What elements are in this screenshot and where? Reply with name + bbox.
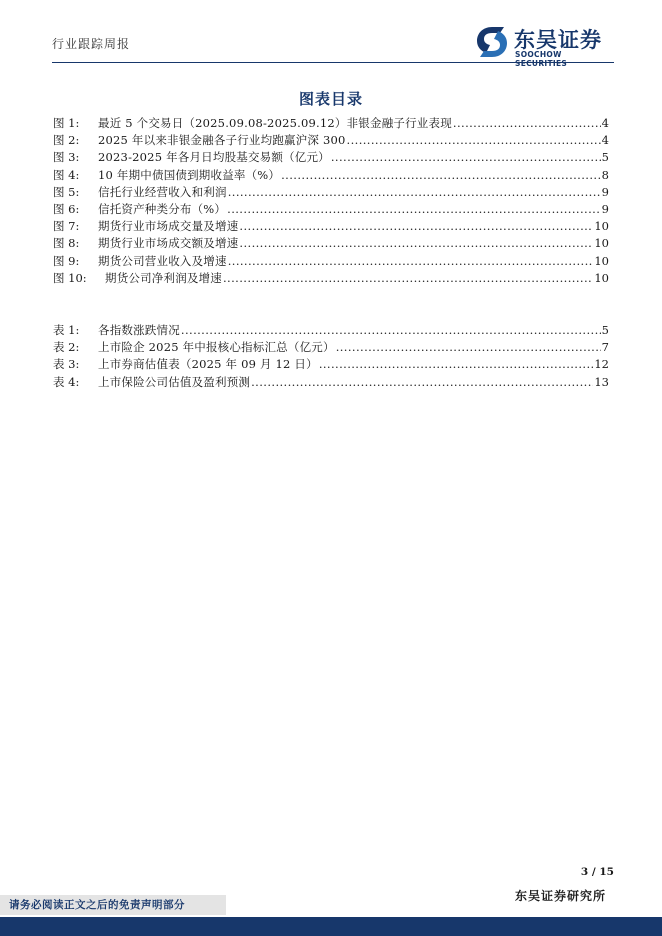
toc-entry-title: 上市险企 2025 年中报核心指标汇总（亿元） [98,340,335,355]
toc-entry-number: 图 1: [53,116,80,130]
figure-toc-list [53,115,609,287]
toc-entry-title: 上市保险公司估值及盈利预测 [98,374,251,389]
toc-entry[interactable] [53,356,609,373]
brand-logo [474,24,614,68]
table-toc-list [53,322,609,391]
toc-entry[interactable] [53,115,609,132]
toc-entry-title: 最近 5 个交易日（2025.09.08-2025.09.12）非银金融子行业表现 [98,116,452,130]
toc-entry-page: 10 [594,236,609,251]
toc-entry[interactable] [53,270,609,287]
page-title: 图表目录 [298,90,363,108]
toc-leader-dots [223,270,593,287]
footer-organization: 东吴证券研究所 [514,889,606,903]
toc-entry[interactable] [53,132,609,149]
toc-entry[interactable] [53,374,609,391]
disclaimer-text: 请务必阅读正文之后的免责声明部分 [9,899,185,911]
toc-entry-title: 各指数涨跌情况 [98,323,180,337]
toc-leader-dots [251,374,593,391]
toc-leader-dots [331,149,601,166]
toc-entry-page: 5 [601,150,609,165]
toc-entry[interactable] [53,253,609,270]
toc-entry-page: 12 [594,357,609,372]
toc-entry-page: 4 [601,116,609,130]
toc-entry-number: 表 4: [53,374,80,389]
toc-entry-page: 10 [594,253,609,268]
toc-entry-page: 5 [601,323,609,337]
toc-entry-title: 期货公司净利润及增速 [105,270,222,285]
toc-entry-number: 表 2: [53,340,80,355]
toc-entry-number: 图 5: [53,184,80,199]
toc-entry[interactable] [53,339,609,356]
toc-leader-dots [239,235,593,252]
toc-leader-dots [347,132,601,149]
toc-entry[interactable] [53,149,609,166]
toc-entry-title: 期货行业市场成交量及增速 [98,219,239,234]
toc-entry-number: 表 3: [53,357,80,372]
toc-entry-title: 上市券商估值表（2025 年 09 月 12 日） [98,357,318,372]
toc-entry-page: 9 [601,184,609,199]
toc-entry-page: 13 [594,374,609,389]
toc-entry[interactable] [53,167,609,184]
toc-leader-dots [181,322,601,339]
toc-leader-dots [239,218,593,235]
toc-entry-number: 图 6: [53,201,80,216]
disclaimer-banner [0,895,226,915]
toc-entry-title: 信托资产种类分布（%） [98,201,227,216]
toc-entry-number: 表 1: [53,323,80,337]
toc-entry-title: 信托行业经营收入和利润 [98,184,227,199]
toc-leader-dots [453,115,601,132]
toc-leader-dots [281,167,601,184]
toc-entry-title: 期货行业市场成交额及增速 [98,236,239,251]
toc-entry-title: 2023-2025 年各月日均股基交易额（亿元） [98,150,330,165]
toc-entry[interactable] [53,218,609,235]
soochow-logo-icon [474,25,510,59]
toc-entry[interactable] [53,322,609,339]
toc-leader-dots [227,201,601,218]
brand-name-cn: 东吴证券 [514,28,602,52]
brand-name-en: SOOCHOW SECURITIES [515,50,568,68]
header-divider [52,62,614,63]
toc-entry-number: 图 3: [53,150,80,165]
toc-entry[interactable] [53,184,609,201]
toc-leader-dots [228,253,594,270]
toc-entry-page: 7 [601,340,609,355]
toc-entry-page: 10 [594,219,609,234]
toc-entry-page: 8 [601,167,609,182]
toc-entry-number: 图 8: [53,236,80,251]
toc-entry-title: 期货公司营业收入及增速 [98,253,227,268]
toc-entry-page: 4 [601,133,609,148]
toc-leader-dots [336,339,601,356]
toc-entry-page: 9 [601,201,609,216]
toc-leader-dots [228,184,601,201]
toc-entry-page: 10 [594,270,609,285]
page-number: 3 / 15 [580,866,614,878]
toc-entry-number: 图 9: [53,253,80,268]
toc-entry-number: 图 10: [53,270,87,285]
toc-leader-dots [319,356,594,373]
toc-entry-number: 图 4: [53,167,80,182]
toc-entry-number: 图 2: [53,133,80,148]
toc-entry[interactable] [53,201,609,218]
toc-entry-title: 10 年期中债国债到期收益率（%） [98,167,281,182]
report-type-label: 行业跟踪周报 [52,37,131,51]
toc-entry[interactable] [53,235,609,252]
toc-entry-title: 2025 年以来非银金融各子行业均跑赢沪深 300 [98,133,346,148]
toc-entry-number: 图 7: [53,219,80,234]
footer-bar [0,917,662,936]
